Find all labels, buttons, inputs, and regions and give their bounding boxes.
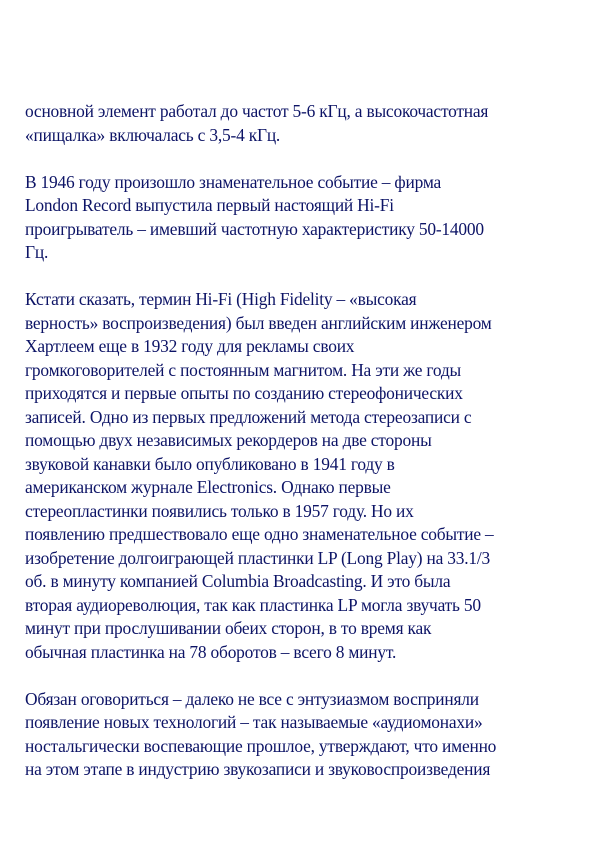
- text-line: изобретение долгоиграющей пластинки LP (Long Play) на 33.1/3: [25, 547, 491, 568]
- text-line: американском журнале Electronics. Однако первые: [25, 477, 391, 497]
- text-line: проигрыватель – имевший частотную характеристику 50-14000: [25, 218, 484, 239]
- text-line: появлению предшествовало еще одно знаменательное событие –: [25, 524, 494, 544]
- text-line: вторая аудиореволюция, так как пластинка LP могла звучать 50: [25, 594, 481, 615]
- text-line: появление новых технологий – так называемые «аудиомонахи»: [25, 712, 483, 732]
- paragraph-audio-monks: [25, 688, 575, 782]
- text-line: Гц.: [25, 242, 49, 262]
- text-line: В 1946 году произошло знаменательное событие – фирма: [25, 171, 442, 192]
- text-line: обычная пластинка на 78 оборотов – всего 8 минут.: [25, 641, 397, 662]
- paragraph-hifi-term: [25, 288, 575, 664]
- text-line: «пищалка» включалась с 3,5-4 кГц.: [25, 124, 281, 145]
- text-line: ностальгически воспевающие прошлое, утверждают, что именно: [25, 735, 497, 756]
- text-line: основной элемент работал до частот 5-6 кГц, а высокочастотная: [25, 101, 489, 121]
- text-line: Хартлеем еще в 1932 году для рекламы своих: [25, 336, 355, 356]
- text-line: стереопластинки появились только в 1957 году. Но их: [25, 500, 414, 521]
- document-page: [25, 100, 575, 805]
- paragraph-1946-event: [25, 171, 575, 265]
- text-line: Кстати сказать, термин Hi-Fi (High Fidelity – «высокая: [25, 289, 417, 309]
- text-line: Обязан оговориться – далеко не все с энтузиазмом восприняли: [25, 688, 479, 709]
- text-line: звуковой канавки было опубликовано в 1941 году в: [25, 453, 395, 474]
- text-line: верность» воспроизведения) был введен английским инженером: [25, 312, 492, 333]
- text-line: приходятся и первые опыты по созданию стереофонических: [25, 383, 463, 403]
- text-line: об. в минуту компанией Columbia Broadcasting. И это была: [25, 571, 451, 591]
- text-line: громкоговорителей с постоянным магнитом. На эти же годы: [25, 359, 462, 380]
- paragraph-frequency-range: [25, 100, 575, 147]
- text-line: записей. Одно из первых предложений метода стереозаписи с: [25, 406, 472, 427]
- text-line: минут при прослушивании обеих сторон, в то время как: [25, 618, 432, 638]
- text-line: на этом этапе в индустрию звукозаписи и звуковоспроизведения: [25, 759, 491, 779]
- text-line: London Record выпустила первый настоящий Hi-Fi: [25, 195, 394, 215]
- text-line: помощью двух независимых рекордеров на две стороны: [25, 430, 432, 450]
